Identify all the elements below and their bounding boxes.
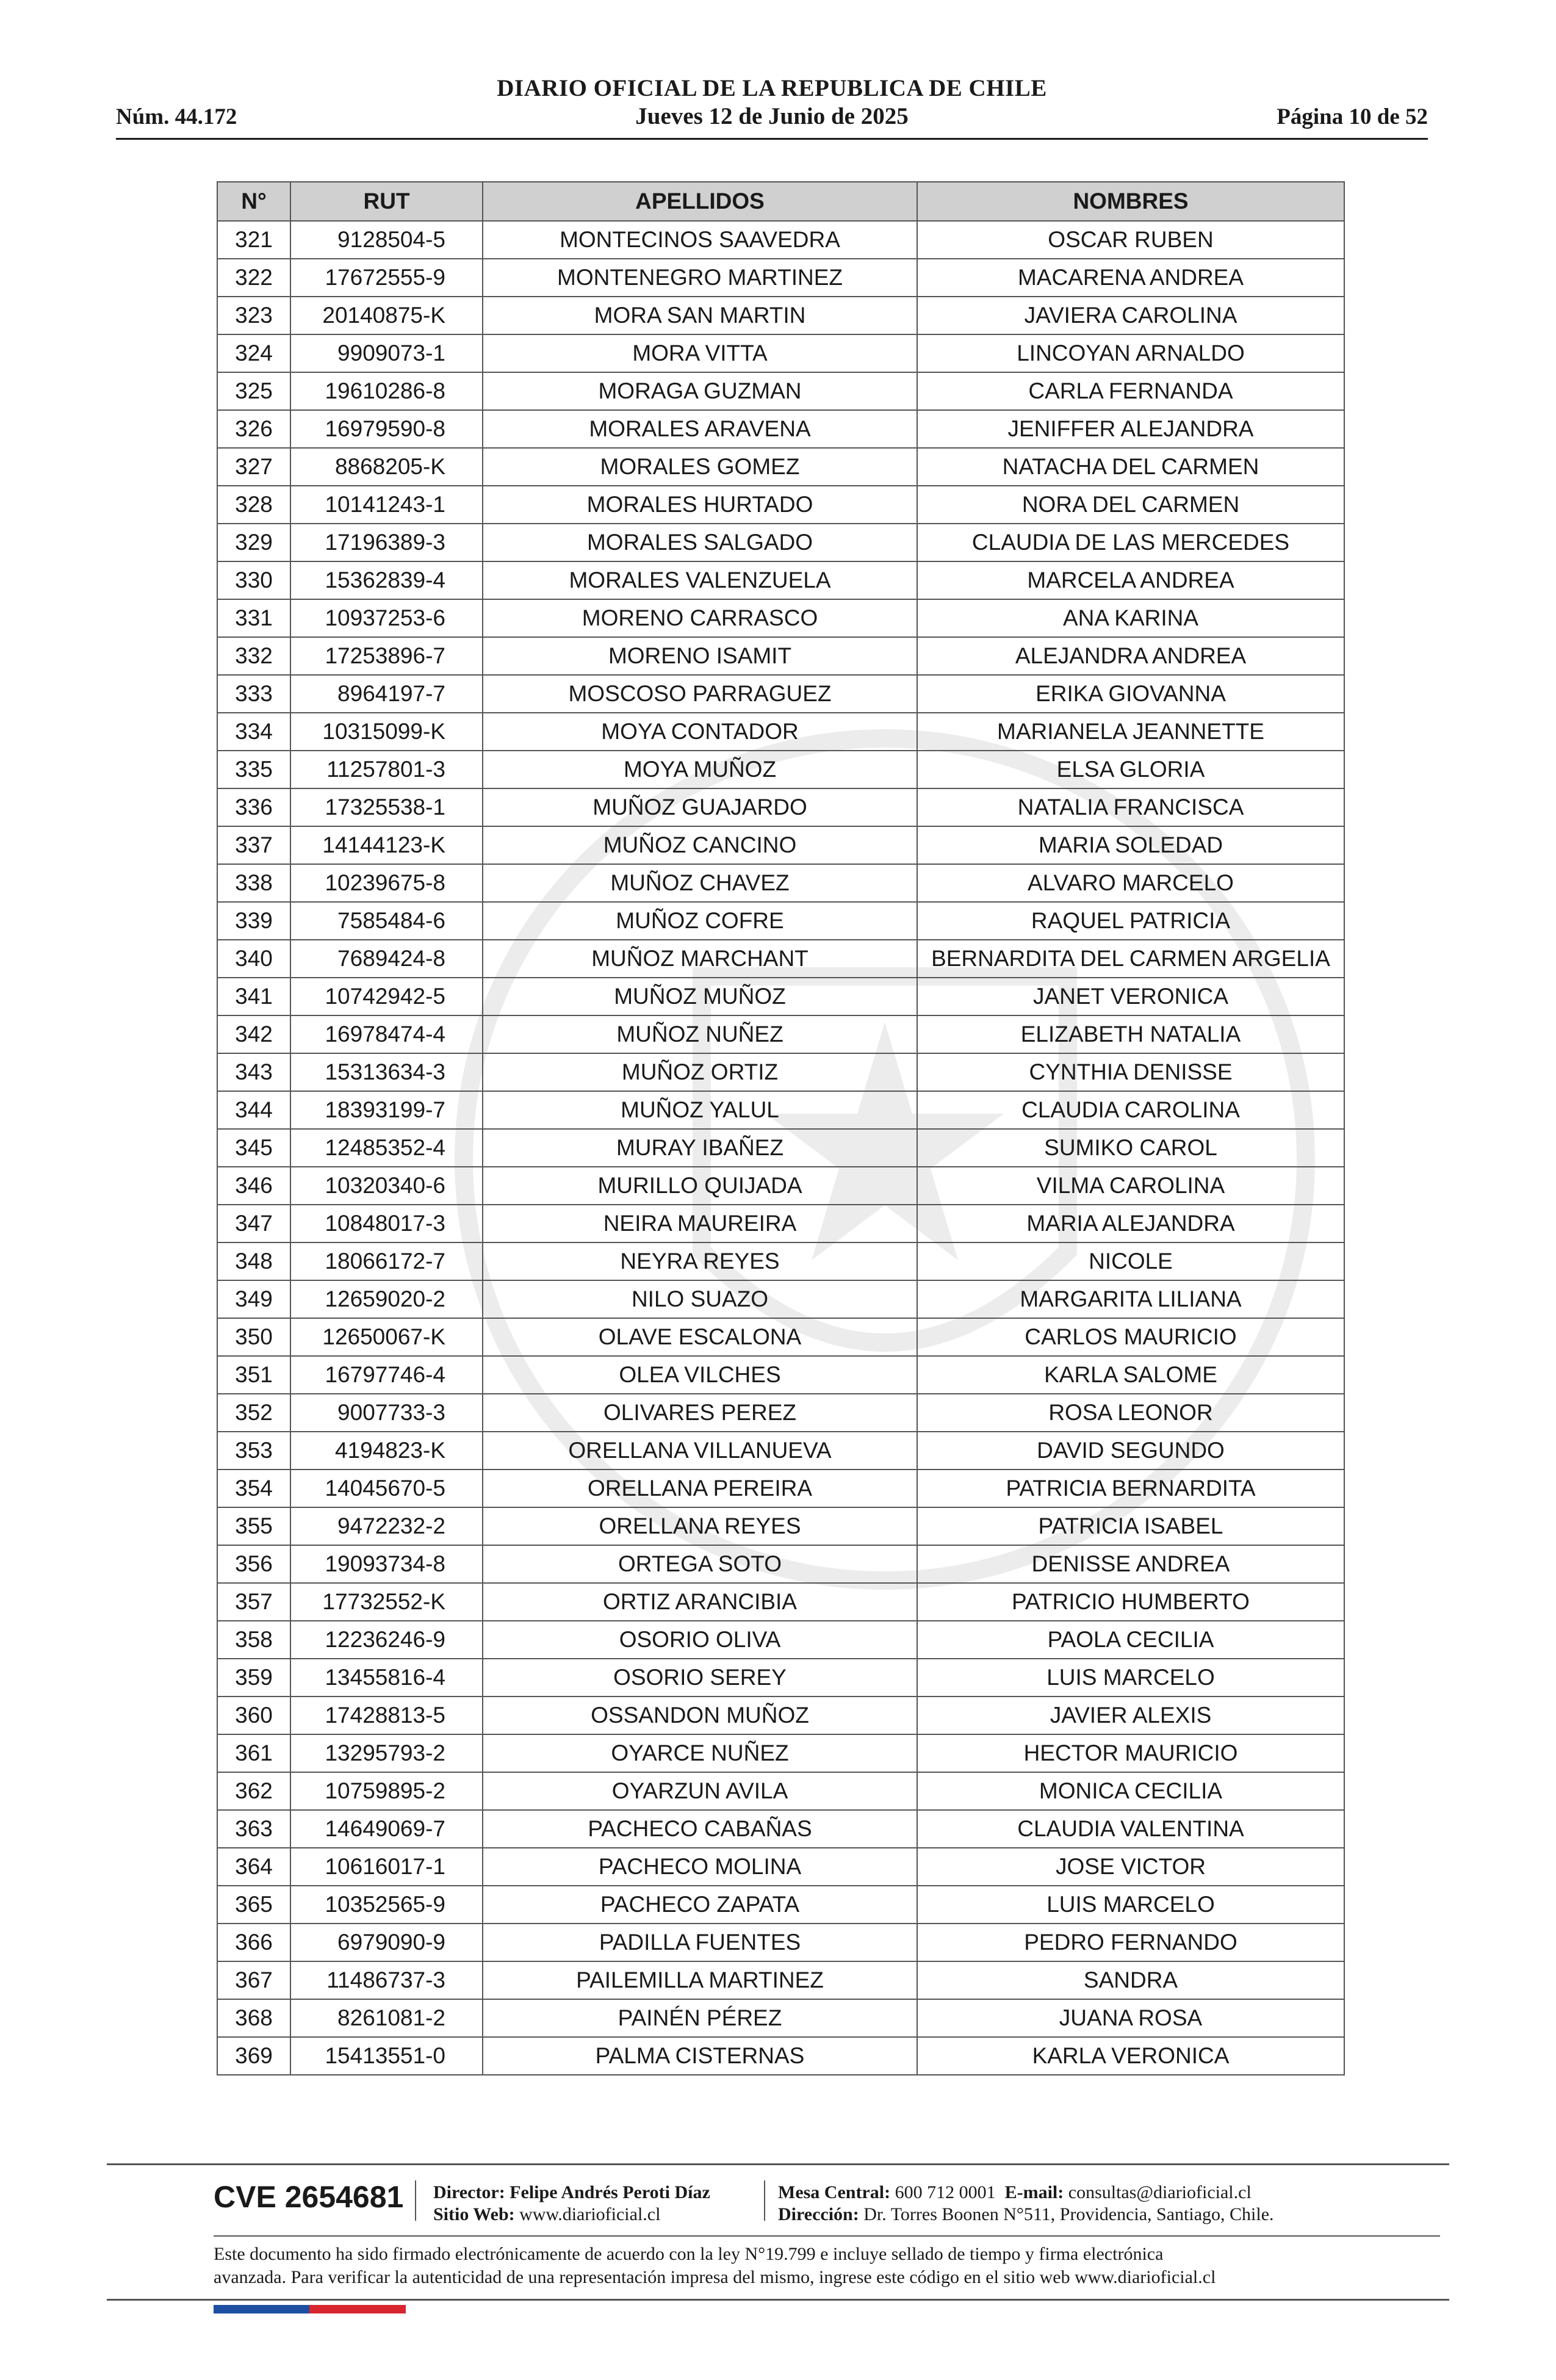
- cell-rut: 12236246-9: [290, 1621, 483, 1659]
- cell-number: 353: [217, 1432, 290, 1469]
- table-row: [217, 259, 1344, 297]
- cell-surnames: OSORIO OLIVA: [483, 1621, 917, 1659]
- footer-top-rule: [107, 2163, 1449, 2165]
- cell-surnames: PACHECO ZAPATA: [483, 1886, 917, 1924]
- table-row: [217, 1167, 1344, 1205]
- director-name: Felipe Andrés Peroti Díaz: [510, 2182, 710, 2202]
- cell-number: 368: [217, 1999, 290, 2037]
- cell-rut: 6979090-9: [290, 1924, 483, 1961]
- cell-rut: 14144123-K: [290, 826, 483, 864]
- cell-number: 330: [217, 561, 290, 599]
- legal-line: avanzada. Para verificar la autenticidad de una representación impresa del mismo, ingrese este código en el sitio web www.diarioficial.cl: [214, 2267, 1216, 2287]
- cell-names: DENISSE ANDREA: [917, 1545, 1344, 1583]
- page-number: Página 10 de 52: [1277, 104, 1428, 129]
- table-row: [217, 1469, 1344, 1507]
- table-row: [217, 637, 1344, 675]
- cell-rut: 17253896-7: [290, 637, 483, 675]
- cell-names: DAVID SEGUNDO: [917, 1432, 1344, 1469]
- cell-number: 366: [217, 1924, 290, 1961]
- cell-surnames: MONTENEGRO MARTINEZ: [483, 259, 917, 297]
- cell-number: 357: [217, 1583, 290, 1621]
- table-row: [217, 1924, 1344, 1961]
- cell-names: MARGARITA LILIANA: [917, 1280, 1344, 1318]
- cell-number: 363: [217, 1810, 290, 1848]
- table-row: [217, 486, 1344, 524]
- cell-surnames: MORALES HURTADO: [483, 486, 917, 524]
- cell-number: 348: [217, 1242, 290, 1280]
- cell-names: NICOLE: [917, 1242, 1344, 1280]
- cell-rut: 17325538-1: [290, 788, 483, 826]
- column-header-surnames: APELLIDOS: [483, 182, 917, 221]
- cell-names: ERIKA GIOVANNA: [917, 675, 1344, 713]
- cell-number: 334: [217, 713, 290, 751]
- cell-number: 322: [217, 259, 290, 297]
- cell-number: 351: [217, 1356, 290, 1394]
- column-header-names: NOMBRES: [917, 182, 1344, 221]
- cell-rut: 18066172-7: [290, 1242, 483, 1280]
- table-row: [217, 788, 1344, 826]
- cell-number: 362: [217, 1772, 290, 1810]
- cell-number: 342: [217, 1015, 290, 1053]
- table-row: [217, 902, 1344, 940]
- cell-names: PATRICIO HUMBERTO: [917, 1583, 1344, 1621]
- cell-number: 329: [217, 524, 290, 561]
- cell-number: 349: [217, 1280, 290, 1318]
- cell-rut: 12485352-4: [290, 1129, 483, 1167]
- cell-surnames: MUÑOZ CANCINO: [483, 826, 917, 864]
- table-row: [217, 713, 1344, 751]
- cell-rut: 10320340-6: [290, 1167, 483, 1205]
- cell-surnames: OLEA VILCHES: [483, 1356, 917, 1394]
- cell-names: NATACHA DEL CARMEN: [917, 448, 1344, 486]
- cell-surnames: MUÑOZ GUAJARDO: [483, 788, 917, 826]
- cell-names: ALVARO MARCELO: [917, 864, 1344, 902]
- cell-names: LUIS MARCELO: [917, 1659, 1344, 1697]
- cell-surnames: ORTEGA SOTO: [483, 1545, 917, 1583]
- table-row: [217, 1394, 1344, 1432]
- cell-rut: 13455816-4: [290, 1659, 483, 1697]
- cell-rut: 15362839-4: [290, 561, 483, 599]
- cell-surnames: NEIRA MAUREIRA: [483, 1205, 917, 1242]
- cell-names: OSCAR RUBEN: [917, 221, 1344, 259]
- roster-table: [217, 181, 1345, 2075]
- cell-surnames: OYARCE NUÑEZ: [483, 1734, 917, 1772]
- page-header: [116, 74, 1428, 143]
- table-row: [217, 599, 1344, 637]
- cell-number: 336: [217, 788, 290, 826]
- cell-number: 352: [217, 1394, 290, 1432]
- cell-names: KARLA VERONICA: [917, 2037, 1344, 2075]
- cell-rut: 14045670-5: [290, 1469, 483, 1507]
- cell-number: 350: [217, 1318, 290, 1356]
- cell-names: VILMA CAROLINA: [917, 1167, 1344, 1205]
- site-link[interactable]: www.diarioficial.cl: [519, 2204, 661, 2224]
- cell-rut: 16978474-4: [290, 1015, 483, 1053]
- cell-rut: 10742942-5: [290, 978, 483, 1015]
- footer-separator: [764, 2180, 765, 2221]
- cell-rut: 15313634-3: [290, 1053, 483, 1091]
- cell-surnames: ORELLANA PEREIRA: [483, 1469, 917, 1507]
- cell-surnames: ORELLANA VILLANUEVA: [483, 1432, 917, 1469]
- table-row: [217, 1772, 1344, 1810]
- cell-surnames: MUÑOZ CHAVEZ: [483, 864, 917, 902]
- table-row: [217, 1318, 1344, 1356]
- cell-number: 325: [217, 372, 290, 410]
- cell-rut: 19610286-8: [290, 372, 483, 410]
- cell-names: JOSE VICTOR: [917, 1848, 1344, 1886]
- cell-surnames: MORALES ARAVENA: [483, 410, 917, 448]
- cell-number: 358: [217, 1621, 290, 1659]
- cell-names: ELIZABETH NATALIA: [917, 1015, 1344, 1053]
- cell-rut: 14649069-7: [290, 1810, 483, 1848]
- table-row: [217, 1848, 1344, 1886]
- header-center: [116, 74, 1428, 131]
- cell-surnames: PAILEMILLA MARTINEZ: [483, 1961, 917, 1999]
- table-row: [217, 334, 1344, 372]
- cell-rut: 9007733-3: [290, 1394, 483, 1432]
- cell-names: PEDRO FERNANDO: [917, 1924, 1344, 1961]
- table-row: [217, 1242, 1344, 1280]
- table-row: [217, 1129, 1344, 1167]
- table-row: [217, 1356, 1344, 1394]
- cell-names: JENIFFER ALEJANDRA: [917, 410, 1344, 448]
- column-header-rut: RUT: [290, 182, 483, 221]
- cell-rut: 10315099-K: [290, 713, 483, 751]
- table-row: [217, 1659, 1344, 1697]
- cell-surnames: MURAY IBAÑEZ: [483, 1129, 917, 1167]
- table-row: [217, 675, 1344, 713]
- cell-surnames: MORALES SALGADO: [483, 524, 917, 561]
- address-label: Dirección:: [778, 2204, 859, 2224]
- table-row: [217, 448, 1344, 486]
- table-row: [217, 1507, 1344, 1545]
- cell-names: CLAUDIA DE LAS MERCEDES: [917, 524, 1344, 561]
- cell-names: SUMIKO CAROL: [917, 1129, 1344, 1167]
- table-row: [217, 1734, 1344, 1772]
- cell-names: ELSA GLORIA: [917, 751, 1344, 788]
- table-row: [217, 826, 1344, 864]
- cell-names: CLAUDIA VALENTINA: [917, 1810, 1344, 1848]
- cell-number: 344: [217, 1091, 290, 1129]
- cell-number: 365: [217, 1886, 290, 1924]
- cell-rut: 12650067-K: [290, 1318, 483, 1356]
- cell-rut: 9128504-5: [290, 221, 483, 259]
- cell-names: MARIANELA JEANNETTE: [917, 713, 1344, 751]
- cell-rut: 7689424-8: [290, 940, 483, 978]
- cell-surnames: MUÑOZ MUÑOZ: [483, 978, 917, 1015]
- cell-rut: 10141243-1: [290, 486, 483, 524]
- cell-number: 343: [217, 1053, 290, 1091]
- cell-number: 340: [217, 940, 290, 978]
- cell-number: 327: [217, 448, 290, 486]
- cell-names: NATALIA FRANCISCA: [917, 788, 1344, 826]
- phone-label: Mesa Central:: [778, 2182, 891, 2202]
- cell-number: 332: [217, 637, 290, 675]
- cell-surnames: MOYA CONTADOR: [483, 713, 917, 751]
- cell-rut: 10239675-8: [290, 864, 483, 902]
- director-label: Director:: [433, 2182, 505, 2202]
- cell-rut: 13295793-2: [290, 1734, 483, 1772]
- cell-rut: 12659020-2: [290, 1280, 483, 1318]
- footer-contact-block: [778, 2182, 1274, 2226]
- cell-names: CYNTHIA DENISSE: [917, 1053, 1344, 1091]
- table-row: [217, 864, 1344, 902]
- table-row: [217, 1091, 1344, 1129]
- legal-line: Este documento ha sido firmado electrónicamente de acuerdo con la ley N°19.799 e incluye sellado de tiempo y firma electrónica: [214, 2244, 1164, 2264]
- cell-surnames: MORA VITTA: [483, 334, 917, 372]
- cell-names: HECTOR MAURICIO: [917, 1734, 1344, 1772]
- cell-number: 347: [217, 1205, 290, 1242]
- cell-names: MONICA CECILIA: [917, 1772, 1344, 1810]
- phone-value: 600 712 0001: [895, 2182, 996, 2202]
- cell-surnames: MOYA MUÑOZ: [483, 751, 917, 788]
- cell-number: 369: [217, 2037, 290, 2075]
- cell-number: 337: [217, 826, 290, 864]
- table-row: [217, 1886, 1344, 1924]
- column-header-number: N°: [217, 182, 290, 221]
- email-link[interactable]: consultas@diarioficial.cl: [1068, 2182, 1252, 2202]
- cell-rut: 9909073-1: [290, 334, 483, 372]
- flag-stripe-red: [309, 2305, 406, 2313]
- cell-surnames: MORENO ISAMIT: [483, 637, 917, 675]
- table-row: [217, 1432, 1344, 1469]
- cell-rut: 16979590-8: [290, 410, 483, 448]
- cell-surnames: ORELLANA REYES: [483, 1507, 917, 1545]
- cell-rut: 9472232-2: [290, 1507, 483, 1545]
- cell-rut: 8868205-K: [290, 448, 483, 486]
- table-row: [217, 978, 1344, 1015]
- cell-names: JUANA ROSA: [917, 1999, 1344, 2037]
- cell-names: SANDRA: [917, 1961, 1344, 1999]
- cell-number: 326: [217, 410, 290, 448]
- site-label: Sitio Web:: [433, 2204, 515, 2224]
- cell-rut: 10616017-1: [290, 1848, 483, 1886]
- table-row: [217, 1621, 1344, 1659]
- cell-surnames: MUÑOZ NUÑEZ: [483, 1015, 917, 1053]
- cell-rut: 10352565-9: [290, 1886, 483, 1924]
- cell-names: ANA KARINA: [917, 599, 1344, 637]
- cell-names: MARIA SOLEDAD: [917, 826, 1344, 864]
- cell-names: PATRICIA BERNARDITA: [917, 1469, 1344, 1507]
- table-header-row: [217, 182, 1344, 221]
- cell-names: LINCOYAN ARNALDO: [917, 334, 1344, 372]
- cell-number: 346: [217, 1167, 290, 1205]
- table-row: [217, 1697, 1344, 1734]
- cell-rut: 8964197-7: [290, 675, 483, 713]
- cell-number: 359: [217, 1659, 290, 1697]
- issue-number: Núm. 44.172: [116, 104, 237, 129]
- cell-names: BERNARDITA DEL CARMEN ARGELIA: [917, 940, 1344, 978]
- table-row: [217, 1583, 1344, 1621]
- cell-rut: 20140875-K: [290, 297, 483, 334]
- cell-number: 328: [217, 486, 290, 524]
- roster-body: [217, 221, 1344, 2075]
- cell-surnames: OSORIO SEREY: [483, 1659, 917, 1697]
- table-row: [217, 221, 1344, 259]
- cell-number: 364: [217, 1848, 290, 1886]
- cell-rut: 10848017-3: [290, 1205, 483, 1242]
- legal-notice: [214, 2243, 1440, 2289]
- table-row: [217, 1205, 1344, 1242]
- table-row: [217, 2037, 1344, 2075]
- table-row: [217, 1999, 1344, 2037]
- cell-surnames: MORA SAN MARTIN: [483, 297, 917, 334]
- cell-surnames: MUÑOZ YALUL: [483, 1091, 917, 1129]
- cell-rut: 19093734-8: [290, 1545, 483, 1583]
- cell-rut: 7585484-6: [290, 902, 483, 940]
- cell-rut: 4194823-K: [290, 1432, 483, 1469]
- table-row: [217, 1810, 1344, 1848]
- cell-rut: 10759895-2: [290, 1772, 483, 1810]
- footer-separator: [415, 2180, 416, 2221]
- cell-surnames: OSSANDON MUÑOZ: [483, 1697, 917, 1734]
- cell-surnames: OYARZUN AVILA: [483, 1772, 917, 1810]
- cell-number: 360: [217, 1697, 290, 1734]
- cell-surnames: PALMA CISTERNAS: [483, 2037, 917, 2075]
- cell-number: 323: [217, 297, 290, 334]
- cell-rut: 11257801-3: [290, 751, 483, 788]
- cell-surnames: MURILLO QUIJADA: [483, 1167, 917, 1205]
- cell-names: JAVIER ALEXIS: [917, 1697, 1344, 1734]
- table-row: [217, 1545, 1344, 1583]
- cell-number: 367: [217, 1961, 290, 1999]
- cell-surnames: MORALES VALENZUELA: [483, 561, 917, 599]
- cell-surnames: PADILLA FUENTES: [483, 1924, 917, 1961]
- table-row: [217, 410, 1344, 448]
- cell-surnames: MUÑOZ COFRE: [483, 902, 917, 940]
- cell-names: JAVIERA CAROLINA: [917, 297, 1344, 334]
- publication-date: Jueves 12 de Junio de 2025: [635, 103, 909, 129]
- cell-surnames: PAINÉN PÉREZ: [483, 1999, 917, 2037]
- cell-surnames: OLAVE ESCALONA: [483, 1318, 917, 1356]
- table-row: [217, 372, 1344, 410]
- cell-names: ROSA LEONOR: [917, 1394, 1344, 1432]
- address-value: Dr. Torres Boonen N°511, Providencia, Santiago, Chile.: [863, 2204, 1274, 2224]
- cell-number: 335: [217, 751, 290, 788]
- cell-rut: 15413551-0: [290, 2037, 483, 2075]
- cell-number: 338: [217, 864, 290, 902]
- publication-title: DIARIO OFICIAL DE LA REPUBLICA DE CHILE: [497, 75, 1047, 101]
- table-row: [217, 1280, 1344, 1318]
- table-row: [217, 1961, 1344, 1999]
- cell-names: CARLOS MAURICIO: [917, 1318, 1344, 1356]
- cell-surnames: MOSCOSO PARRAGUEZ: [483, 675, 917, 713]
- cell-surnames: ORTIZ ARANCIBIA: [483, 1583, 917, 1621]
- cell-names: MARCELA ANDREA: [917, 561, 1344, 599]
- table-row: [217, 940, 1344, 978]
- cell-surnames: MORAGA GUZMAN: [483, 372, 917, 410]
- cell-surnames: NILO SUAZO: [483, 1280, 917, 1318]
- cell-rut: 17732552-K: [290, 1583, 483, 1621]
- table-row: [217, 1053, 1344, 1091]
- cell-names: LUIS MARCELO: [917, 1886, 1344, 1924]
- cell-surnames: MONTECINOS SAAVEDRA: [483, 221, 917, 259]
- cell-surnames: PACHECO MOLINA: [483, 1848, 917, 1886]
- cell-names: ALEJANDRA ANDREA: [917, 637, 1344, 675]
- cell-rut: 11486737-3: [290, 1961, 483, 1999]
- table-row: [217, 751, 1344, 788]
- cve-code: CVE 2654681: [214, 2180, 404, 2214]
- cell-names: CARLA FERNANDA: [917, 372, 1344, 410]
- cell-number: 333: [217, 675, 290, 713]
- cell-names: MARIA ALEJANDRA: [917, 1205, 1344, 1242]
- table-row: [217, 561, 1344, 599]
- cell-number: 356: [217, 1545, 290, 1583]
- email-label: E-mail:: [1004, 2182, 1064, 2202]
- footer-director-block: [433, 2182, 710, 2226]
- table-row: [217, 1015, 1344, 1053]
- cell-rut: 17196389-3: [290, 524, 483, 561]
- table-row: [217, 297, 1344, 334]
- footer-bottom-rule: [107, 2299, 1449, 2301]
- cell-number: 354: [217, 1469, 290, 1507]
- cell-surnames: MUÑOZ ORTIZ: [483, 1053, 917, 1091]
- cell-names: KARLA SALOME: [917, 1356, 1344, 1394]
- cell-names: PAOLA CECILIA: [917, 1621, 1344, 1659]
- header-rule: [116, 138, 1428, 140]
- cell-names: CLAUDIA CAROLINA: [917, 1091, 1344, 1129]
- cell-number: 331: [217, 599, 290, 637]
- cell-number: 324: [217, 334, 290, 372]
- cell-number: 339: [217, 902, 290, 940]
- cell-surnames: MUÑOZ MARCHANT: [483, 940, 917, 978]
- cell-number: 321: [217, 221, 290, 259]
- cell-names: NORA DEL CARMEN: [917, 486, 1344, 524]
- cell-surnames: PACHECO CABAÑAS: [483, 1810, 917, 1848]
- flag-stripe-blue: [214, 2305, 309, 2313]
- cell-names: MACARENA ANDREA: [917, 259, 1344, 297]
- cell-number: 345: [217, 1129, 290, 1167]
- cell-surnames: MORALES GOMEZ: [483, 448, 917, 486]
- cell-rut: 8261081-2: [290, 1999, 483, 2037]
- cell-rut: 17428813-5: [290, 1697, 483, 1734]
- cell-names: PATRICIA ISABEL: [917, 1507, 1344, 1545]
- cell-number: 361: [217, 1734, 290, 1772]
- cell-rut: 18393199-7: [290, 1091, 483, 1129]
- cell-surnames: OLIVARES PEREZ: [483, 1394, 917, 1432]
- table-row: [217, 524, 1344, 561]
- cell-rut: 16797746-4: [290, 1356, 483, 1394]
- cell-rut: 17672555-9: [290, 259, 483, 297]
- cell-number: 355: [217, 1507, 290, 1545]
- cell-surnames: MORENO CARRASCO: [483, 599, 917, 637]
- cell-names: RAQUEL PATRICIA: [917, 902, 1344, 940]
- cell-names: JANET VERONICA: [917, 978, 1344, 1015]
- cell-surnames: NEYRA REYES: [483, 1242, 917, 1280]
- cell-rut: 10937253-6: [290, 599, 483, 637]
- footer-mid-rule: [214, 2235, 1440, 2237]
- cell-number: 341: [217, 978, 290, 1015]
